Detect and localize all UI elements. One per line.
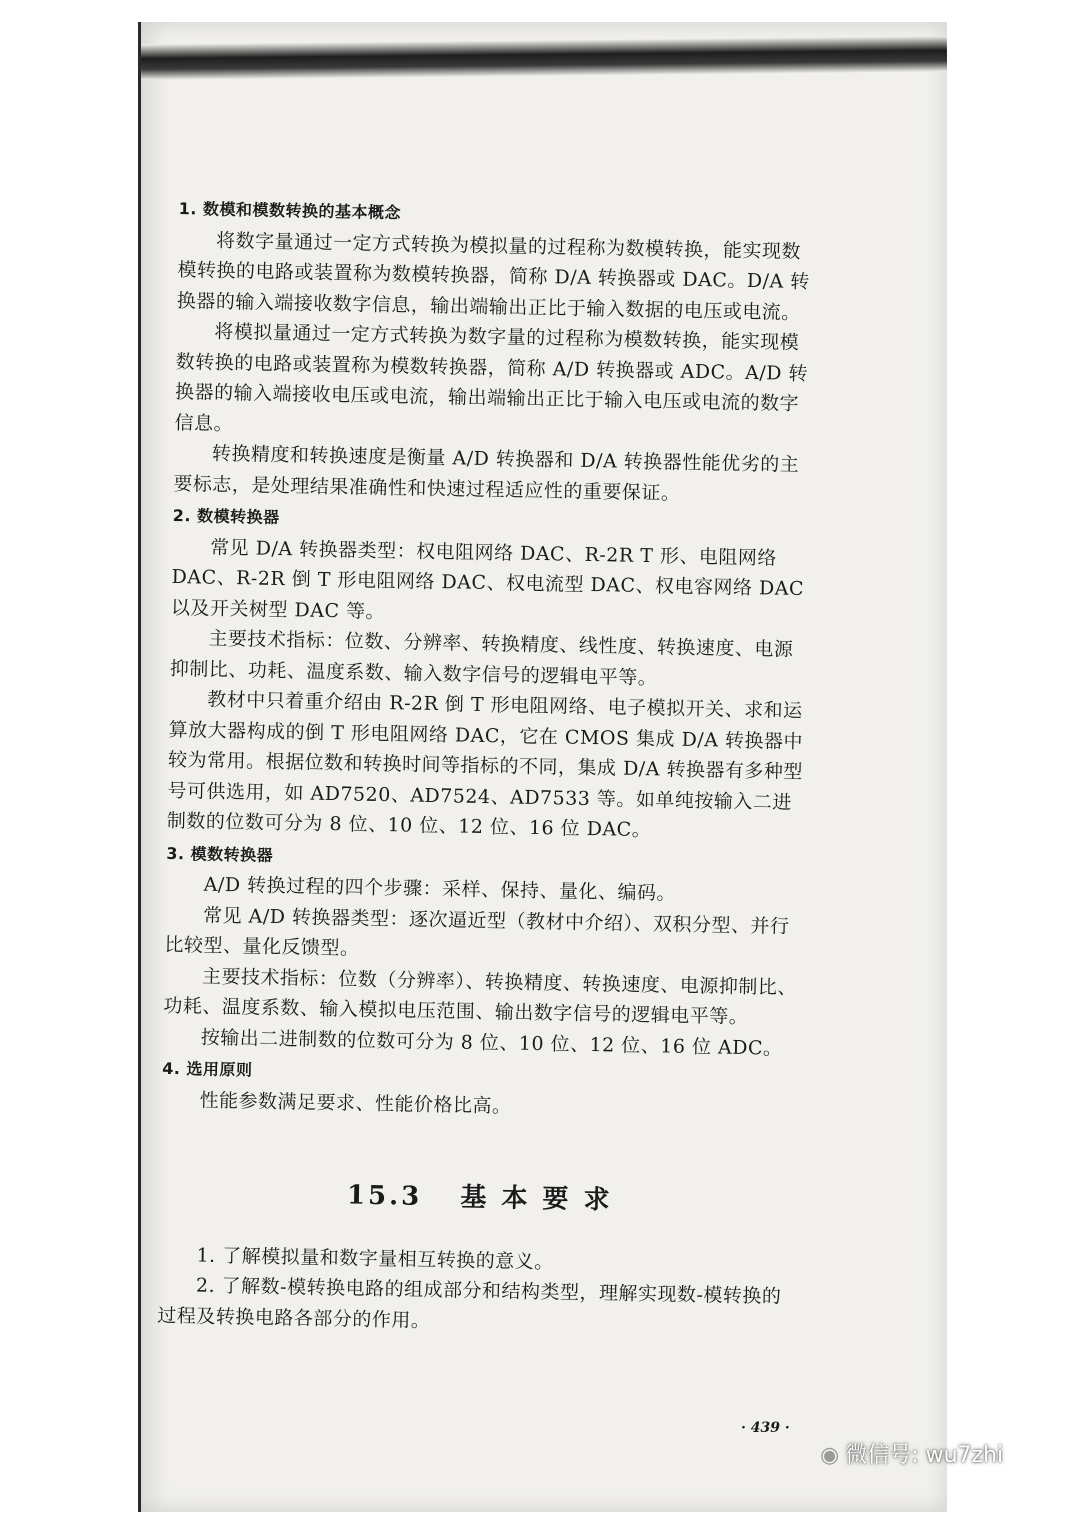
scan-shadow-bar [141, 36, 947, 80]
section-3 [162, 838, 806, 1064]
section-number: 15.3 [346, 1180, 423, 1212]
paragraph: 性能参数满足要求、性能价格比高。 [199, 1089, 512, 1118]
wechat-watermark [820, 1438, 1003, 1469]
paragraph: 按输出二进制数的位数可分为 8 位、10 位、12 位、16 位 ADC。 [200, 1026, 783, 1060]
section-title-text: 基 本 要 求 [460, 1182, 613, 1216]
section-1 [173, 194, 819, 511]
section-2 [167, 501, 813, 849]
watermark-text: 微信号: wu7zhi [845, 1443, 1004, 1468]
scanned-page [138, 22, 947, 1512]
section-heading: 2. 数模转换器 [172, 505, 280, 527]
paragraph: 主要技术指标：位数（分辨率）、转换精度、转换速度、电源抑制比、功耗、温度系数、输入模拟电压范围、输出数字信号的逻辑电平等。 [163, 965, 798, 1029]
section-4 [161, 1054, 802, 1127]
paragraph: A/D 转换过程的四个步骤：采样、保持、量化、编码。 [203, 873, 677, 905]
wechat-icon: ◉ [820, 1443, 840, 1468]
requirements-list [157, 1239, 799, 1343]
paragraph: 主要技术指标：位数、分辨率、转换精度、线性度、转换速度、电源抑制比、功耗、温度系数、输入数字信号的逻辑电平等。 [169, 627, 794, 689]
paragraph: 转换精度和转换速度是衡量 A/D 转换器和 D/A 转换器性能优劣的主要标志，是处理结果准确性和快速过程适应性的重要保证。 [173, 442, 800, 505]
section-heading: 1. 数模和模数转换的基本概念 [178, 198, 402, 223]
section-heading: 4. 选用原则 [161, 1058, 253, 1080]
section-title [160, 1177, 800, 1220]
paragraph: 将模拟量通过一定方式转换为数字量的过程称为模数转换，能实现模数转换的电路或装置称为模数转换器，简称 A/D 转换器或 ADC。A/D 转换器的输入端接收电压或电流，输出端输出正比于输入电压或电流的数字信息。 [174, 320, 809, 435]
paragraph: 教材中只着重介绍由 R-2R 倒 T 形电阻网络、电子模拟开关、求和运算放大器构成的倒 T 形电阻网络 DAC，它在 CMOS 集成 D/A 转换器中较为常用。根据位数和转换时间等指标的不同，集成 D/A 转换器有多种型号可供选用，如 AD7520、AD7524、AD7533 等。如单纯按输入二进制数的位数可分为 8 位、10 位、12 位、16 位 DAC。 [166, 688, 804, 842]
paragraph: 将数字量通过一定方式转换为模拟量的过程称为数模转换，能实现数模转换的电路或装置称为数模转换器，简称 D/A 转换器或 DAC。D/A 转换器的输入端接收数字信息，输出端输出正比于输入数据的电压或电流。 [176, 229, 810, 324]
page-number: · 439 · [741, 1420, 790, 1436]
page-content [157, 192, 819, 1343]
requirement-item: 2. 了解数-模转换电路的组成部分和结构类型，理解实现数-模转换的过程及转换电路各部分的作用。 [157, 1274, 782, 1332]
requirement-item: 1. 了解模拟量和数字量相互转换的意义。 [196, 1244, 554, 1273]
paragraph: 常见 A/D 转换器类型：逐次逼近型（教材中介绍）、双积分型、并行比较型、量化反馈型。 [164, 904, 790, 960]
section-heading: 3. 模数转换器 [166, 843, 274, 865]
paragraph: 常见 D/A 转换器类型：权电阻网络 DAC、R-2R T 形、电阻网络 DAC、R-2R 倒 T 形电阻网络 DAC、权电流型 DAC、权电容网络 DAC 以及开关树型 DAC 等。 [170, 536, 805, 623]
